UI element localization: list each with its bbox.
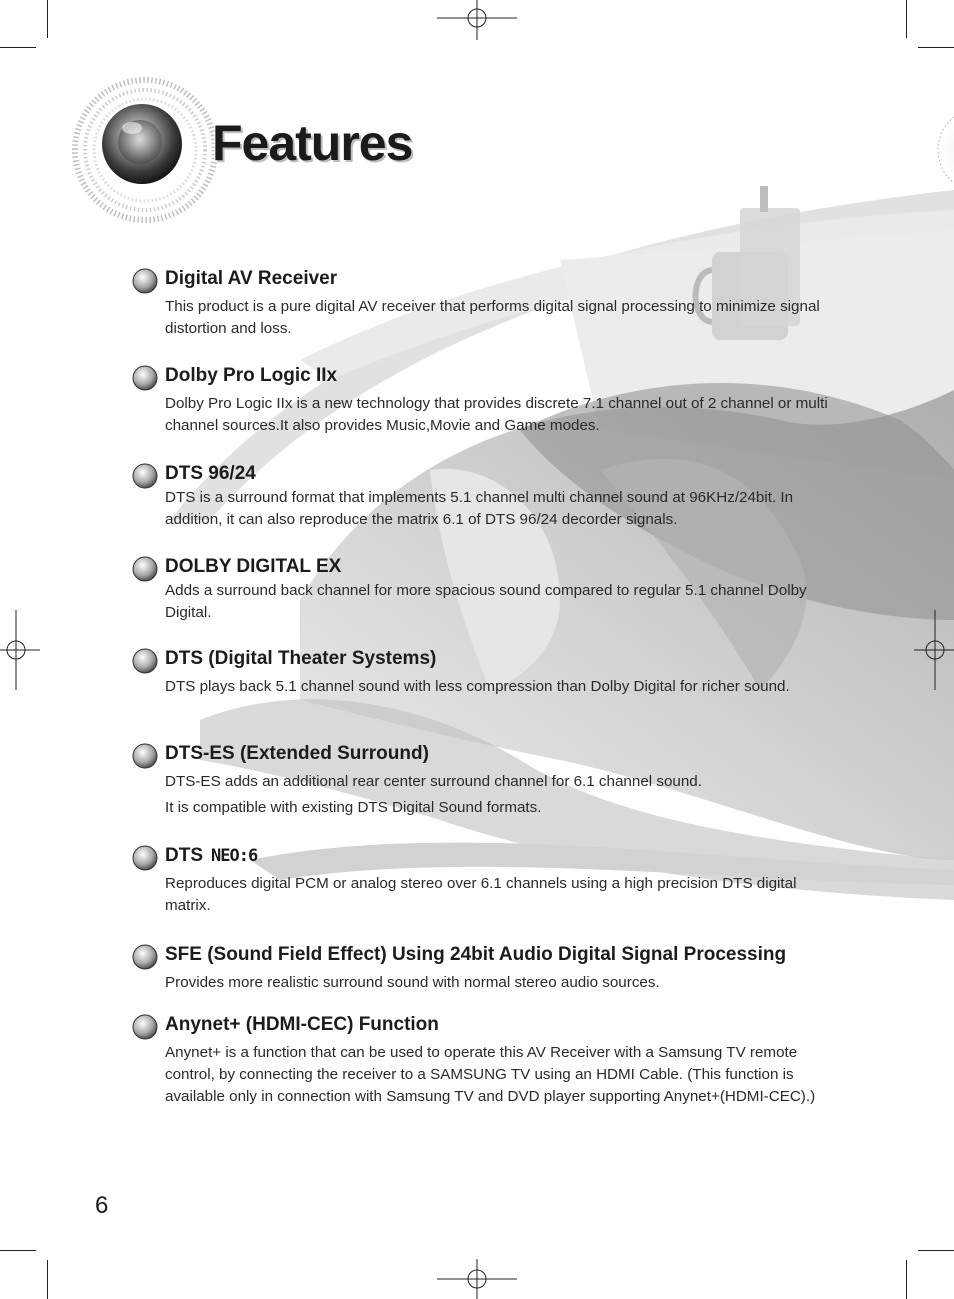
feature-title-text: DTS [165, 845, 203, 866]
feature-title: Digital AV Receiver [165, 268, 338, 289]
crop-mark [47, 0, 48, 38]
feature-dolby-pro-logic [132, 363, 832, 437]
crop-mark [918, 1250, 954, 1251]
feature-description: Reproduces digital PCM or analog stereo over 6.1 channels using a high precision DTS digital matrix. [165, 875, 797, 914]
crop-mark [47, 1260, 48, 1299]
feature-title: DTS-ES (Extended Surround) [165, 743, 429, 764]
bullet-icon [132, 556, 158, 582]
feature-description: DTS plays back 5.1 channel sound with less compression than Dolby Digital for richer sound. [165, 678, 790, 695]
feature-title: DTS 96/24 [165, 463, 256, 484]
feature-digital-av-receiver [132, 266, 832, 340]
feature-dts-96-24 [132, 461, 832, 531]
registration-mark-right [914, 610, 954, 690]
neo6-logo [211, 846, 281, 864]
feature-description: It is compatible with existing DTS Digital Sound formats. [165, 799, 542, 816]
crop-mark [0, 47, 36, 48]
bullet-icon [132, 944, 158, 970]
crop-mark [906, 0, 907, 38]
registration-mark-bottom [437, 1259, 517, 1299]
feature-description: DTS is a surround format that implements 5.1 channel multi channel sound at 96KHz/24bit. In addition, it can also reproduce the matrix 6.1 of DTS 96/24 decorder signals. [165, 489, 794, 528]
feature-description: Dolby Pro Logic IIx is a new technology that provides discrete 7.1 channel out of 2 channel or multi channel sources.It also provides Music,Movie and Game modes. [165, 395, 828, 434]
feature-sfe [132, 942, 832, 994]
feature-description: This product is a pure digital AV receiver that performs digital signal processing to minimize signal distortion and loss. [165, 298, 820, 337]
feature-description: Anynet+ is a function that can be used to operate this AV Receiver with a Samsung TV remote control, by connecting the receiver to a SAMSUNG TV using an HDMI Cable. (This function is available only in connection with Samsung TV and DVD player supporting Anynet+(HDMI-CEC).) [165, 1044, 816, 1105]
feature-title: DTS (Digital Theater Systems) [165, 648, 437, 669]
crop-mark [906, 1260, 907, 1299]
bullet-icon [132, 365, 158, 391]
page-number: 6 [95, 1192, 109, 1219]
feature-title: Dolby Pro Logic IIx [165, 365, 338, 386]
feature-description: Adds a surround back channel for more spacious sound compared to regular 5.1 channel Dolby Digital. [165, 582, 807, 621]
feature-dolby-digital-ex [132, 554, 832, 624]
feature-dts-neo6 [132, 843, 832, 917]
bullet-icon [132, 463, 158, 489]
bullet-icon [132, 268, 158, 294]
feature-title: SFE (Sound Field Effect) Using 24bit Audio Digital Signal Processing [165, 944, 787, 965]
bullet-icon [132, 743, 158, 769]
feature-anynet [132, 1012, 832, 1108]
crop-mark [918, 47, 954, 48]
feature-description: DTS-ES adds an additional rear center surround channel for 6.1 channel sound. [165, 773, 702, 790]
neo6-logo-text: NEO:6 [211, 846, 258, 864]
feature-description: Provides more realistic surround sound with normal stereo audio sources. [165, 974, 660, 991]
feature-dts-digital-theater [132, 646, 832, 698]
crop-mark [0, 1250, 36, 1251]
feature-dts-es [132, 741, 832, 819]
bullet-icon [132, 845, 158, 871]
feature-title [132, 843, 832, 869]
page-title: Features [212, 115, 413, 171]
registration-mark-left [0, 610, 40, 690]
feature-title: DOLBY DIGITAL EX [165, 556, 342, 577]
bullet-icon [132, 1014, 158, 1040]
bullet-icon [132, 648, 158, 674]
speaker-icon [70, 62, 230, 232]
feature-title: Anynet+ (HDMI-CEC) Function [165, 1014, 439, 1035]
registration-mark-top [437, 0, 517, 40]
